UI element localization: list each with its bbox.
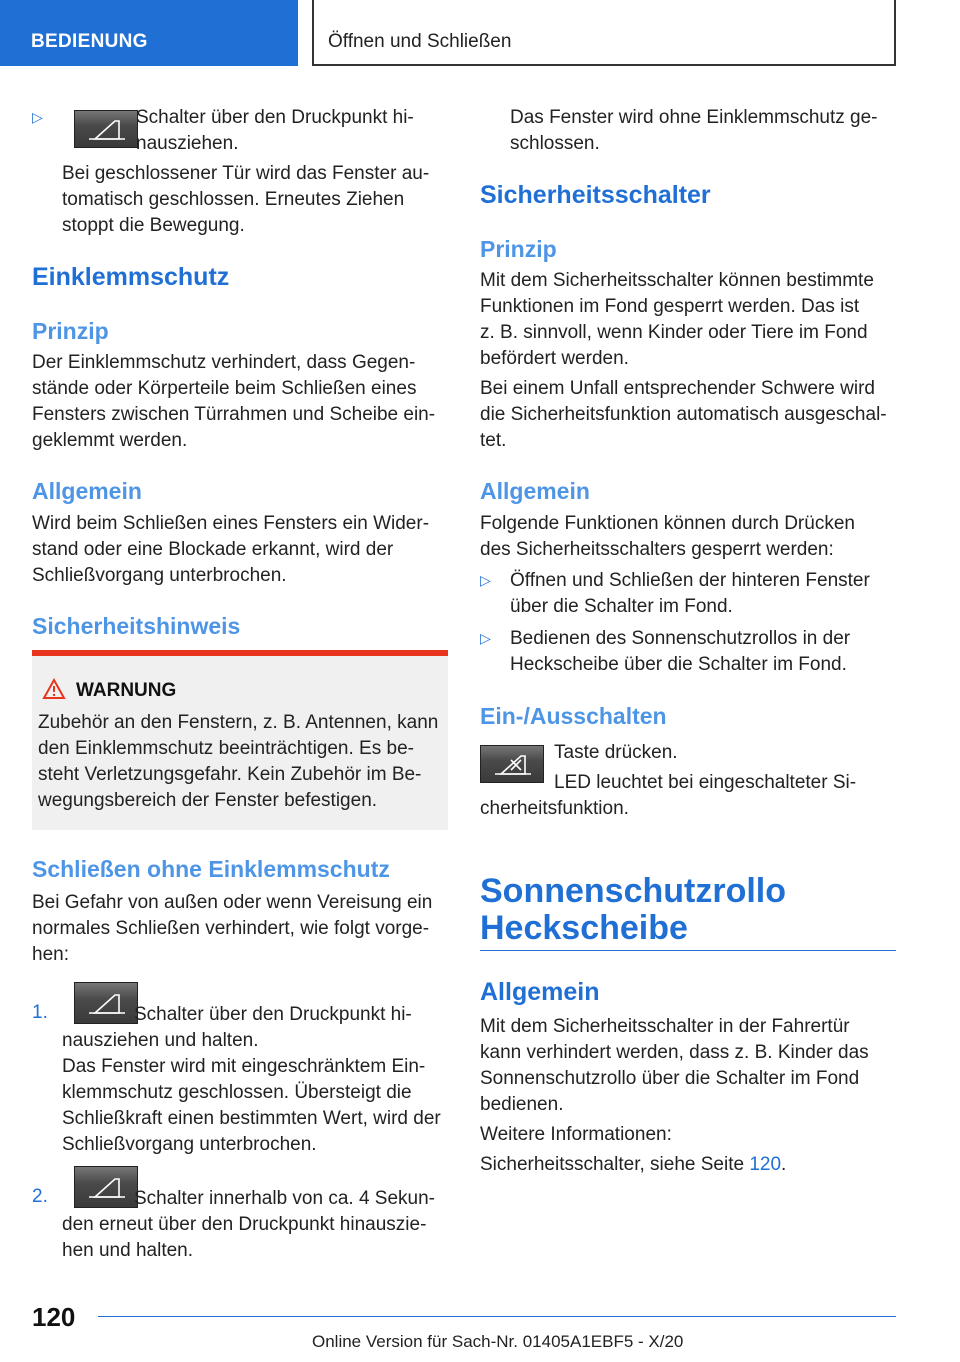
allgemein-line: stand oder eine Blockade erkannt, wird der (32, 539, 394, 560)
bullet-marker: ▷ (480, 630, 491, 646)
allgemein-line: Schließvorgang unterbrochen. (32, 565, 287, 586)
step2-line: Schalter innerhalb von ca. 4 Sekun- (134, 1188, 436, 1209)
ohne-line: normales Schließen verhindert, wie folgt vorge- (32, 918, 430, 939)
para1-line: stoppt die Bewegung. (62, 215, 245, 236)
footer-text: Online Version für Sach-Nr. 01405A1EBF5 - X/20 (312, 1332, 684, 1351)
heading-prinzip: Prinzip (32, 318, 109, 344)
bullet-marker: ▷ (32, 109, 43, 125)
allgemein-line: Wird beim Schließen eines Fensters ein Wider- (32, 513, 430, 534)
allgemein2-line: Mit dem Sicherheitsschalter in der Fahrertür (480, 1016, 850, 1037)
prinzip-line: z. B. sinnvoll, wenn Kinder oder Tiere im Fond (480, 322, 868, 343)
prinzip-line: befördert werden. (480, 348, 629, 369)
cross-reference (480, 1152, 896, 1178)
warning-title: WARNUNG (76, 680, 177, 701)
top-line: Das Fenster wird ohne Einklemmschutz ge- (510, 107, 878, 128)
prinzip-line: Der Einklemmschutz verhindert, dass Gegen- (32, 352, 416, 373)
unfall-line: Bei einem Unfall entsprechender Schwere wird (480, 378, 875, 399)
para1-line: Bei geschlossener Tür wird das Fenster au- (62, 163, 430, 184)
taste-line: Taste drücken. (554, 742, 678, 763)
heading-ein-ausschalten: Ein-/Ausschalten (480, 703, 667, 729)
weitere-info: Weitere Informationen: (480, 1124, 672, 1145)
page-header (0, 0, 960, 66)
step2-line: den erneut über den Druckpunkt hinauszie- (62, 1214, 427, 1235)
step1-line: Das Fenster wird mit eingeschränktem Ein- (62, 1056, 426, 1077)
ref-end: . (781, 1154, 787, 1175)
heading-allgemein: Allgemein (32, 478, 142, 504)
warning-line: Zubehör an den Fenstern, z. B. Antennen, kann (38, 712, 439, 733)
section-divider (480, 950, 896, 951)
ref-text: Sicherheitsschalter, siehe Seite (480, 1154, 750, 1175)
prinzip-line: geklemmt werden. (32, 430, 188, 451)
prinzip-line: Funktionen im Fond gesperrt werden. Das ist (480, 296, 860, 317)
led-line: LED leuchtet bei eingeschalteter Si- (554, 772, 857, 793)
allgemein-line: des Sicherheitsschalters gesperrt werden: (480, 539, 834, 560)
bullet-line: über die Schalter im Fond. (510, 596, 733, 617)
heading-sicherheitshinweis: Sicherheitshinweis (32, 613, 241, 639)
window-switch-icon (74, 110, 138, 148)
bullet-line: Bedienen des Sonnenschutzrollos in der (510, 628, 851, 649)
step1-line: Schließkraft einen bestimmten Wert, wird der (62, 1108, 441, 1129)
window-switch-icon (74, 1166, 138, 1208)
prinzip-line: stände oder Körperteile beim Schließen eines (32, 378, 417, 399)
bullet-marker: ▷ (480, 572, 491, 588)
bullet-line: Öffnen und Schließen der hinteren Fenster (510, 570, 870, 591)
warning-box (32, 650, 448, 830)
warning-line: den Einklemmschutz beeinträchtigen. Es be- (38, 738, 414, 759)
chapter-title: Öffnen und Schließen (312, 0, 896, 66)
led-line: cherheitsfunktion. (480, 798, 629, 819)
heading-einklemmschutz: Einklemmschutz (32, 263, 230, 291)
unfall-line: die Sicherheitsfunktion automatisch ausgeschal- (480, 404, 887, 425)
ohne-line: hen: (32, 944, 69, 965)
heading-allgemein: Allgemein (480, 478, 590, 504)
step2-number: 2. (32, 1186, 48, 1207)
heading-sicherheitsschalter: Sicherheitsschalter (480, 181, 711, 209)
page-link[interactable]: 120 (749, 1154, 782, 1175)
unfall-line: tet. (480, 430, 507, 451)
window-switch-icon (74, 982, 138, 1024)
step1-line: nausziehen und halten. (62, 1030, 259, 1051)
title-heckscheibe: Heckscheibe (480, 909, 688, 947)
heading-allgemein: Allgemein (480, 978, 600, 1006)
warning-line: wegungsbereich der Fenster befestigen. (38, 790, 378, 811)
para1-line: tomatisch geschlossen. Erneutes Ziehen (62, 189, 405, 210)
step2-line: hen und halten. (62, 1240, 194, 1261)
bullet1-line2: nausziehen. (136, 133, 239, 154)
page-number: 120 (32, 1302, 76, 1332)
bullet-line: Heckscheibe über die Schalter im Fond. (510, 654, 847, 675)
prinzip-line: Fensters zwischen Türrahmen und Scheibe ein- (32, 404, 436, 425)
footer-rule (98, 1316, 896, 1317)
section-title: BEDIENUNG (0, 0, 298, 66)
step1-line: Schließvorgang unterbrochen. (62, 1134, 317, 1155)
right-column (480, 100, 896, 1280)
allgemein2-line: Sonnenschutzrollo über die Schalter im Fond (480, 1068, 860, 1089)
safety-switch-icon (480, 745, 544, 783)
bullet1-line1: Schalter über den Druckpunkt hi- (136, 107, 414, 128)
warning-triangle-icon (42, 678, 66, 705)
allgemein2-line: kann verhindert werden, dass z. B. Kinder das (480, 1042, 869, 1063)
title-sonnenschutzrollo: Sonnenschutzrollo (480, 872, 786, 910)
top-line: schlossen. (510, 133, 600, 154)
step1-line: Schalter über den Druckpunkt hi- (134, 1004, 412, 1025)
ohne-line: Bei Gefahr von außen oder wenn Vereisung ein (32, 892, 433, 913)
left-column (32, 100, 448, 1280)
heading-prinzip: Prinzip (480, 236, 557, 262)
prinzip-line: Mit dem Sicherheitsschalter können bestimmte (480, 270, 874, 291)
step1-line: klemmschutz geschlossen. Übersteigt die (62, 1082, 412, 1103)
warning-line: steht Verletzungsgefahr. Kein Zubehör im Be- (38, 764, 422, 785)
step1-number: 1. (32, 1002, 48, 1023)
allgemein2-line: bedienen. (480, 1094, 564, 1115)
heading-ohne-einklemmschutz: Schließen ohne Einklemmschutz (32, 856, 390, 882)
allgemein-line: Folgende Funktionen können durch Drücken (480, 513, 855, 534)
